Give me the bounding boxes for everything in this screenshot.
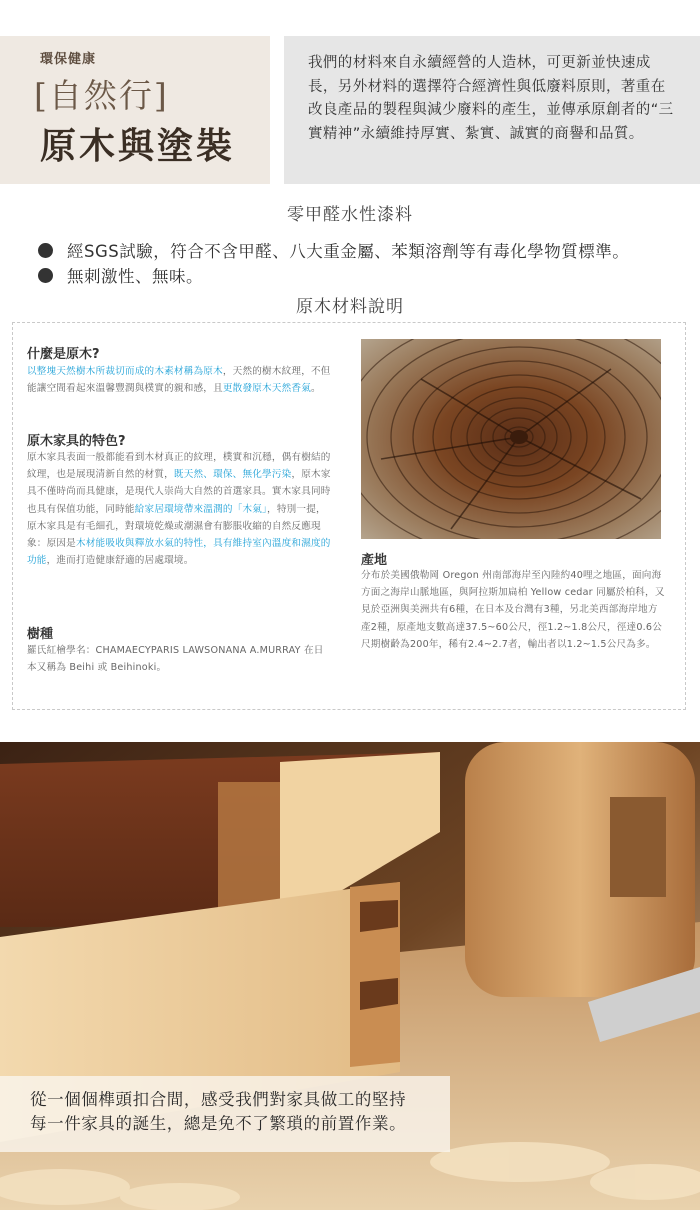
wood-rings-illustration	[361, 339, 661, 539]
title-line-2: 原木與塗裝	[40, 125, 236, 167]
q1-highlight-1: 以整塊天然樹木所裁切而成的木素材稱為原木	[27, 366, 223, 377]
q2-text-2: ，原木家具不僅時尚而具健康，是現代人崇尚大自然的首選家具。實木家具同時也具有保值功能，同時能	[27, 469, 331, 515]
q2-highlight-1: 既天然、環保、無化學污染	[173, 469, 292, 481]
q1-highlight-2: 更散發原木天然香氣	[222, 383, 312, 395]
q2-heading: 原木家具的特色?	[27, 434, 126, 449]
caption-line-2: 每一件家具的誕生，總是免不了繁瑣的前置作業。	[30, 1114, 407, 1133]
caption-line-1: 從一個個榫頭扣合間，感受我們對家具做工的堅持	[30, 1090, 407, 1109]
q2-text-3: ，特別一提，原木家具是有毛細孔，對環境乾燥或潮濕會有膨脹收縮的自然反應現象：原因是	[27, 503, 326, 550]
header-intro-panel	[284, 36, 700, 184]
paint-point-1-text: 經SGS試驗，符合不含甲醛、八大重金屬、苯類溶劑等有毒化學物質標準。	[67, 242, 630, 261]
intro-text: 我們的材料來自永續經營的人造林，可更新並快速成長，另外材料的選擇符合經濟性與低廢料原則，著重在改良產品的製程與減少廢料的產生，並傳承原創者的“三實精神”永續維持厚實、紮實、誠實的商譽和品質。	[308, 55, 674, 142]
q1-text-1: ，天然的樹木紋理，不但能讓空間看起來溫馨豐潤與樸實的親和感，且	[27, 366, 331, 395]
q2-highlight-2: 給家居環境帶來溫潤的「木氣」	[134, 503, 268, 515]
q2-highlight-3: 木材能吸收與釋放水氣的特性，具有維持室內溫度和濕度的功能	[27, 538, 331, 567]
q1-text	[27, 363, 333, 397]
bullet-dot-icon	[38, 268, 53, 283]
paint-point-2	[38, 263, 203, 287]
q1-heading: 什麼是原木?	[27, 347, 100, 362]
q2-text-1: 原木家具表面一般都能看到木材真正的紋理，樸實和沉穩，偶有樹結的紋理，也是展現清新自然的材質，	[27, 452, 331, 481]
species-text: 羅氏紅檜學名：CHAMAECYPARIS LAWSONANA A.MURRAY 在日本又稱為 Beihi 或 Beihinoki。	[27, 645, 324, 674]
q1-text-2: 。	[311, 383, 321, 395]
origin-text: 分布於美國俄勒岡 Oregon 州南部海岸至內陸約40哩之地區，面向海方面之海岸山脈地區，與阿拉斯加扁柏 Yellow cedar 同屬於柏科，又見於亞洲與美洲共有6種，在日本及台灣有3種，另北美西部海岸地方產2種，原產地支數高達37.5~60公尺，徑1.2~1.8公尺，徑達0.6公尺期樹齡為200年，稀有2.4~2.7者，輸出者以1.2~1.5公尺為多。	[361, 570, 665, 650]
material-info-box	[12, 322, 686, 710]
paint-point-1	[38, 238, 629, 262]
q2-text-4: ，進而打造健康舒適的居處環境。	[46, 555, 194, 567]
q2-text	[27, 449, 333, 569]
header-title-panel	[0, 36, 270, 184]
material-section-title: 原木材料說明	[296, 297, 404, 317]
bullet-dot-icon	[38, 243, 53, 258]
caption-box	[0, 1076, 450, 1152]
woodworking-photo	[0, 742, 700, 1210]
wood-cross-section-image	[361, 339, 661, 539]
brand-label: 環保健康	[40, 52, 97, 67]
origin-heading: 產地	[361, 553, 388, 568]
paint-point-2-text: 無刺激性、無味。	[67, 267, 203, 286]
title-line-1: [自然行]	[34, 76, 169, 115]
species-heading: 樹種	[27, 627, 54, 642]
paint-section-title: 零甲醛水性漆料	[287, 205, 413, 225]
photo-caption	[30, 1088, 450, 1136]
